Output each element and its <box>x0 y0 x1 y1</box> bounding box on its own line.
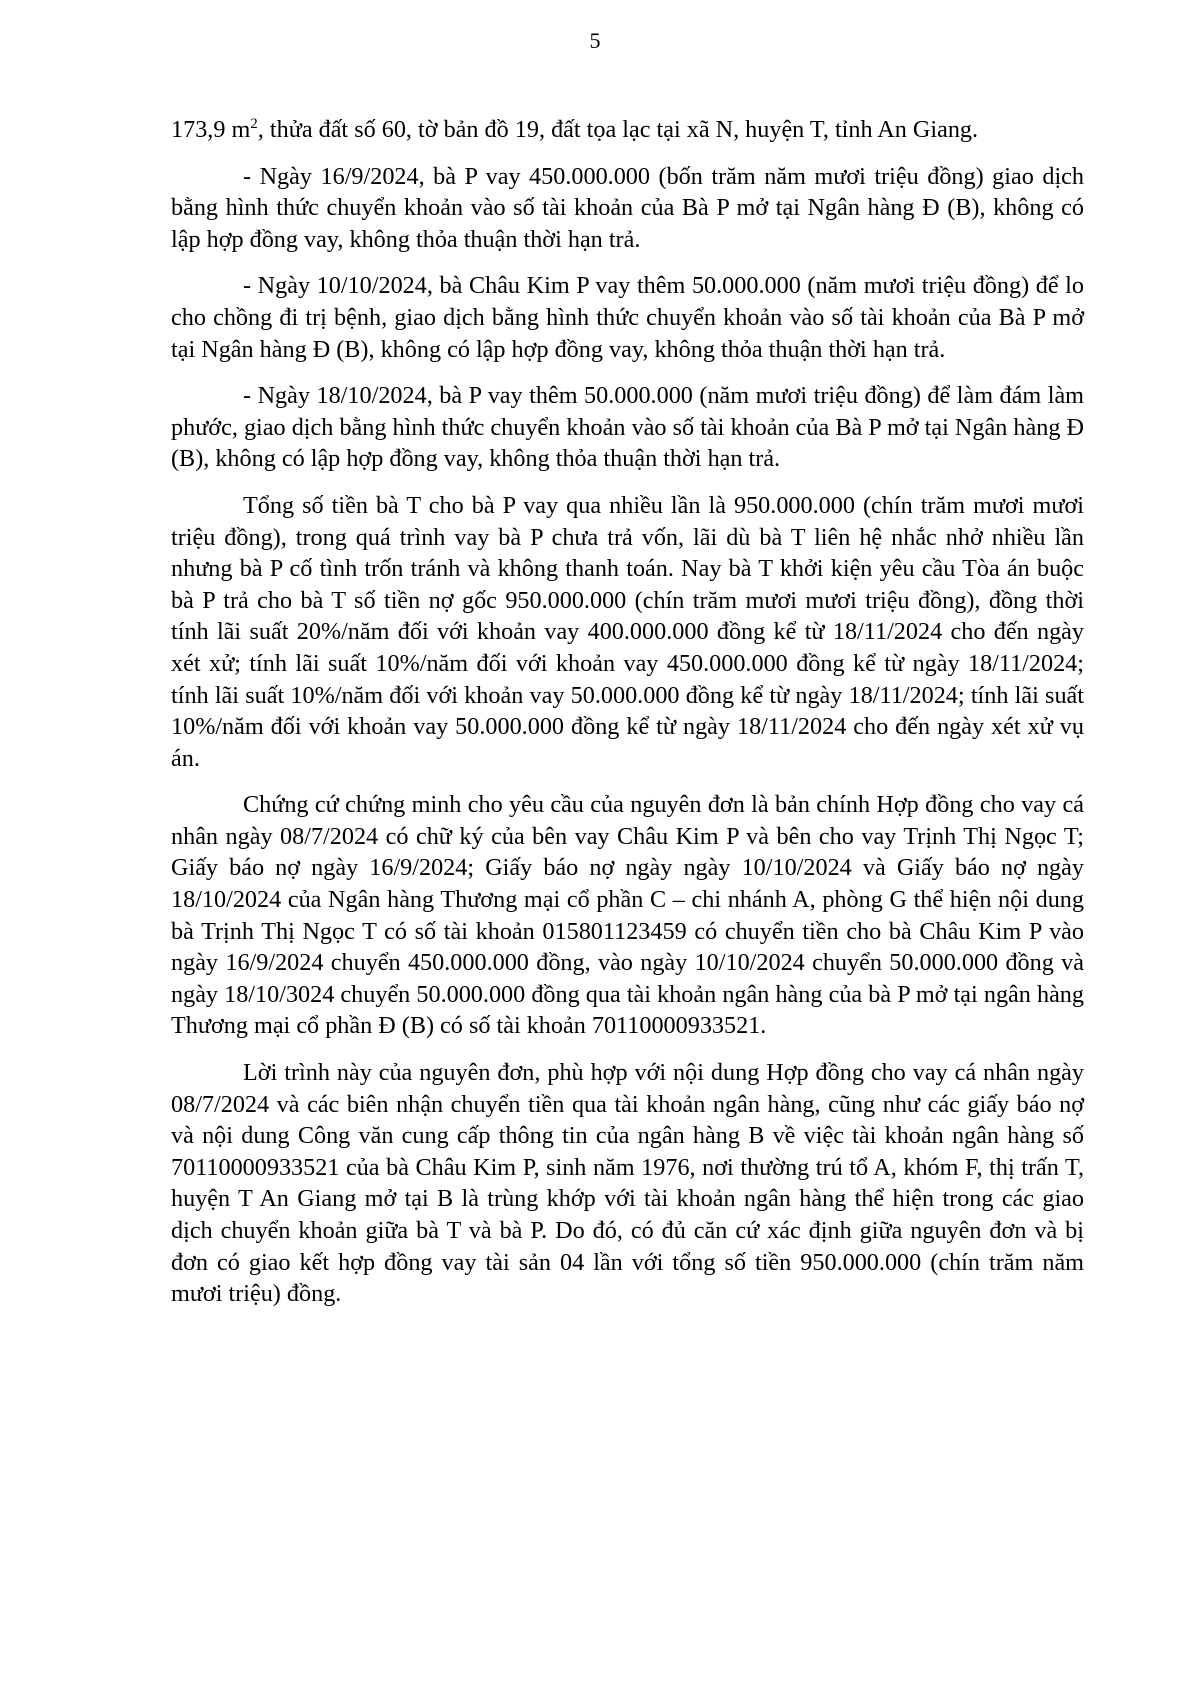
land-location-text: , thửa đất số 60, tờ bản đồ 19, đất tọa lạc tại xã N, huyện T, tỉnh An Giang. <box>257 116 979 143</box>
paragraph-loan-2024-10-18: - Ngày 18/10/2024, bà P vay thêm 50.000.000 (năm mươi triệu đồng) để làm đám làm phước, giao dịch bằng hình thức chuyển khoản vào số tài khoản của Bà P mở tại Ngân hàng Đ (B), không có lập hợp đồng vay, không thỏa thuận thời hạn trả. <box>171 382 1084 473</box>
page-number: 5 <box>589 28 601 53</box>
paragraph-conclusion: Lời trình này của nguyên đơn, phù hợp với nội dung Hợp đồng cho vay cá nhân ngày 08/7/2024 và các biên nhận chuyển tiền qua tài khoản ngân hàng, cũng như các giấy báo nợ và nội dung Công văn cung cấp thông tin của ngân hàng B về việc tài khoản ngân hàng số 70110000933521 của bà Châu Kim P, sinh năm 1976, nơi thường trú tổ A, khóm F, thị trấn T, huyện T An Giang mở tại B là trùng khớp với tài khoản ngân hàng thể hiện trong các giao dịch chuyển khoản giữa bà T và bà P. Do đó, có đủ căn cứ xác định giữa nguyên đơn và bị đơn có giao kết hợp đồng vay tài sản 04 lần với tổng số tiền 950.000.000 (chín trăm năm mươi triệu) đồng. <box>171 1059 1084 1308</box>
square-meter-superscript: 2 <box>250 116 258 132</box>
document-body <box>171 114 1084 1325</box>
paragraph-evidence: Chứng cứ chứng minh cho yêu cầu của nguyên đơn là bản chính Hợp đồng cho vay cá nhân ngày 08/7/2024 có chữ ký của bên vay Châu Kim P và bên cho vay Trịnh Thị Ngọc T; Giấy báo nợ ngày 16/9/2024; Giấy báo nợ ngày ngày 10/10/2024 và Giấy báo nợ ngày 18/10/2024 của Ngân hàng Thương mại cổ phần C – chi nhánh A, phòng G thể hiện nội dung bà Trịnh Thị Ngọc T có số tài khoản 015801123459 có chuyển tiền cho bà Châu Kim P vào ngày 16/9/2024 chuyển 450.000.000 đồng, vào ngày 10/10/2024 chuyển 50.000.000 đồng và ngày 18/10/3024 chuyển 50.000.000 đồng qua tài khoản ngân hàng của bà P mở tại ngân hàng Thương mại cổ phần Đ (B) có số tài khoản 70110000933521. <box>171 791 1084 1040</box>
paragraph-loan-2024-10-10: - Ngày 10/10/2024, bà Châu Kim P vay thêm 50.000.000 (năm mươi triệu đồng) để lo cho chồng đi trị bệnh, giao dịch bằng hình thức chuyển khoản vào số tài khoản của Bà P mở tại Ngân hàng Đ (B), không có lập hợp đồng vay, không thỏa thuận thời hạn trả. <box>171 272 1084 363</box>
area-value-text: 173,9 m <box>171 116 251 143</box>
paragraph-loan-2024-09-16: - Ngày 16/9/2024, bà P vay 450.000.000 (bốn trăm năm mươi triệu đồng) giao dịch bằng hình thức chuyển khoản vào số tài khoản của Bà P mở tại Ngân hàng Đ (B), không có lập hợp đồng vay, không thỏa thuận thời hạn trả. <box>171 162 1084 253</box>
paragraph-land-description <box>171 114 1084 146</box>
paragraph-total-claim: Tổng số tiền bà T cho bà P vay qua nhiều lần là 950.000.000 (chín trăm mươi mươi triệu đồng), trong quá trình vay bà P chưa trả vốn, lãi dù bà T liên hệ nhắc nhở nhiều lần nhưng bà P cố tình trốn tránh và không thanh toán. Nay bà T khởi kiện yêu cầu Tòa án buộc bà P trả cho bà T số tiền nợ gốc 950.000.000 (chín trăm mươi mươi triệu đồng), đồng thời tính lãi suất 20%/năm đối với khoản vay 400.000.000 đồng kể từ 18/11/2024 cho đến ngày xét xử; tính lãi suất 10%/năm đối với khoản vay 450.000.000 đồng kể từ ngày 18/11/2024; tính lãi suất 10%/năm đối với khoản vay 50.000.000 đồng kể từ ngày 18/11/2024; tính lãi suất 10%/năm đối với khoản vay 50.000.000 đồng kể từ ngày 18/11/2024 cho đến ngày xét xử vụ án. <box>171 491 1084 772</box>
